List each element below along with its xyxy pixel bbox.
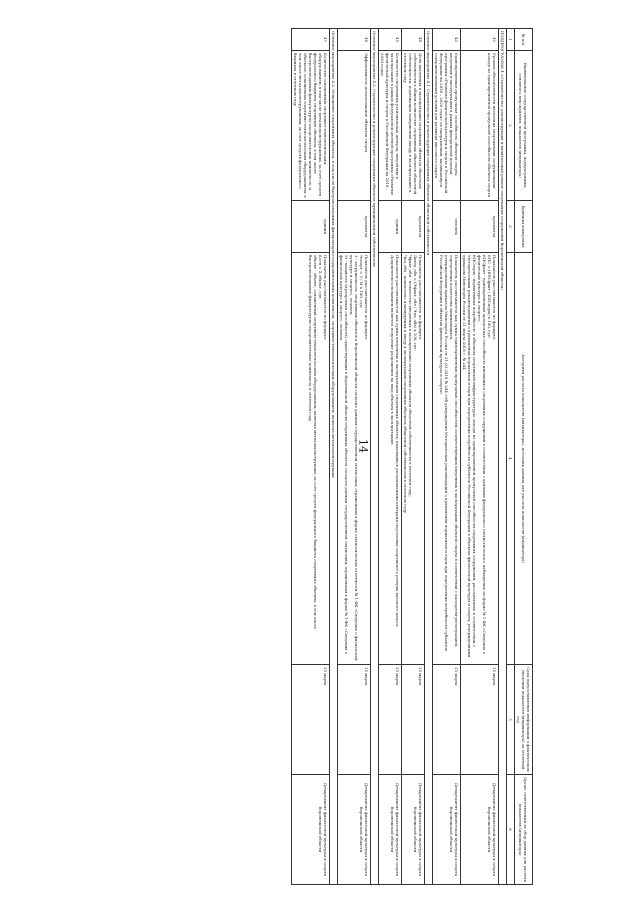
algorithm-line: Косн = Σ объект, где: (318, 255, 323, 300)
section-title: ПОДПРОГРАММА 4 «Строительство, реконструкция и капитальный ремонт спортивных сооружений Воронежской области» (499, 29, 507, 885)
col-number: 5 (507, 665, 515, 775)
table-row-43 (433, 29, 461, 885)
col-number: 1 (507, 29, 515, 51)
col-number: 6 (507, 775, 515, 885)
algorithm-line: Показатель рассчитывается по формуле: (323, 255, 328, 341)
indicators-table (291, 28, 533, 885)
header-no: № п/п (515, 29, 533, 51)
column-number-row (507, 29, 515, 885)
algorithm-line: ЕПС = (ЕПСфакт / ЕПСнорм) х 100, где: (487, 255, 492, 339)
indicator-term: 15 марта (338, 665, 371, 775)
algorithm-line: Чпл_обл - количество планируемых к вводу в эксплуатацию спортивных объектов областной собственности в отчетном году (403, 255, 408, 514)
subsection-title: Основное мероприятие 4.1. Строительство и реконструкция спортивных объектов областной собственности (425, 29, 433, 885)
indicator-name: Уровень обеспеченности населения спортивными сооружениями исходя из единовременной пропускной способности объектов спорта (461, 51, 499, 201)
indicator-responsible: Департамент физической культуры и спорта Воронежской области (292, 775, 330, 885)
algorithm-line: Документом-основанием является получение разрешения на ввод объекта в эксплуатацию (390, 255, 395, 445)
subsection-row (425, 29, 433, 885)
header-algorithm: Алгоритм расчета показателя (индикатора), источник данных для расчета показателя (индикатора) (515, 253, 533, 665)
header-responsible: Орган, ответственный за сбор данных для расчета показателя (индикатора) (515, 775, 533, 885)
algorithm-line: З - загруженность спортивных объектов в Воронежской области согласно данным государственной статистики, отраженным в форме статистической отчетности № 1-ФК «Сведения о физической культуре и спорте», человек; (349, 255, 359, 661)
algorithm-line: Показатель рассчитывается как сумма единовременных пропускных способностей соответствующих введенных в эксплуатацию объектов спорта в соответствии с паспортом-регистрацией, определения количества занимающихся, (449, 255, 459, 648)
indicator-term: 15 марта (379, 665, 402, 775)
header-name: Наименование государственной программы, подпрограммы, основного мероприятия, показателя (индикатора) (515, 51, 533, 201)
indicator-unit: процентов (338, 201, 371, 253)
subsection-title: Основное мероприятие 4.3. Оснащение спортивных объектов, в том числе быстровозводимых физкультурно-оздоровительных комплексов, спортивно-технологическим оборудованием, включая металлоконструкции (330, 29, 338, 885)
indicator-responsible: Департамент физической культуры и спорта Воронежской области (402, 775, 425, 885)
row-number: 42 (461, 29, 499, 51)
indicator-algorithm (379, 253, 402, 665)
row-number: 46 (338, 29, 371, 51)
indicator-name: Единовременная пропускная способность объектов спорта, введенных в эксплуатацию в рамках федеральной целевой программы «Развитие физической культуры и спорта в Российской Федерации на 2016 – 2020 годы» по направлению, касающемуся совершенствования условий для развития массового спорта (433, 51, 461, 201)
indicator-responsible: Департамент физической культуры и спорта Воронежской области (433, 775, 461, 885)
indicator-name: Доля введенных в эксплуатацию спортивных объектов областной собственности в общем количестве спортивных объектов областной собственности, подлежащих завершению (вводу в эксплуатацию) в отчетном году (402, 51, 425, 201)
indicator-algorithm (461, 253, 499, 665)
algorithm-line: Дввод_обл = (Чфакт_обл / Чпл_обл) х 100, где: (413, 255, 418, 351)
indicator-unit: человек (433, 201, 461, 253)
indicator-term: 15 марта (433, 665, 461, 775)
indicator-algorithm (433, 253, 461, 665)
algorithm-line: Эспорт = З / М х 100, где: (359, 255, 364, 309)
header-unit: Единицы измерения (515, 201, 533, 253)
indicator-responsible: Департамент физической культуры и спорта Воронежской области (461, 775, 499, 885)
algorithm-line: Показатель рассчитывается по формуле: (364, 255, 369, 341)
section-row (499, 29, 507, 885)
indicator-responsible: Департамент физической культуры и спорта Воронежской области (379, 775, 402, 885)
col-number: 2 (507, 51, 515, 201)
col-number: 3 (507, 201, 515, 253)
subsection-row (330, 29, 338, 885)
indicator-responsible: Департамент физической культуры и спорта Воронежской области (338, 775, 371, 885)
table-row-45 (379, 29, 402, 885)
page-number: 14 (356, 439, 370, 453)
document-table-area (94, 28, 533, 884)
table-header-row (515, 29, 533, 885)
algorithm-line: Показатель рассчитывается по формуле: (492, 255, 497, 341)
indicator-unit: процентов (461, 201, 499, 253)
algorithm-line: М - мощность (пропускная способность) существующих в Воронежской области спортивных объектов согласно данным государственной статистики, отраженным в форме № 1-ФК «Сведения о физической культуре и спорте», человек (339, 255, 349, 655)
indicator-name: Количество спортивных региональных центров, введенных в эксплуатацию в рамках федеральной целевой программы «Развитие физической культуры и спорта в Российской Федерации на 2016 – 2020 годы» (379, 51, 402, 201)
table-row-47 (292, 29, 330, 885)
subsection-row (371, 29, 379, 885)
col-number: 4 (507, 253, 515, 665)
row-number: 45 (379, 29, 402, 51)
algorithm-line: Показатель рассчитывается как сумма введенных в эксплуатацию спортивных объектов, являющихся региональными центрами подготовки спортивного резерва высокого класса. (395, 255, 400, 628)
indicator-unit: процентов (402, 201, 425, 253)
indicator-name: Количество оснащенных спортивно-технологическим оборудованием, в том числе металлоконструкциями, за счет средств федерального бюджета спортивных объектов, в том числе быстровозводимых физкультурно-оздоровительных комплексов, и объектов, оснащенных спортивно-технологическим оборудованием, в том числе металлоконструкциями, за счет средств федерального бюджета в отчетном году (292, 51, 330, 201)
indicator-term: 15 марта (461, 665, 499, 775)
header-term: Срок предоставления информации о фактическом значении показателя (индикатора) за отчетный год (515, 665, 533, 775)
table-row-46 (338, 29, 371, 885)
table-row-42 (461, 29, 499, 885)
subsection-title: Основное мероприятие 4.2. Строительство и реконструкция спортивных объектов муниципальной собственности (371, 29, 379, 885)
row-number: 43 (433, 29, 461, 51)
algorithm-line: Чфакт_обл - количество введенных в эксплуатацию спортивных объектов областной собственности в отчетном году; (408, 255, 413, 497)
algorithm-line: Показатель рассчитывается по формуле: (418, 255, 423, 341)
row-number: 47 (292, 29, 330, 51)
algorithm-line: ЕПСфакт - единовременная пропускная способность имеющихся спортивных сооружений в соответствии с данными федерального статистического наблюдения по форме № 1-ФК «Сведения о физической культуре и спорте»; (477, 255, 487, 654)
indicator-algorithm (402, 253, 425, 665)
indicator-unit: единиц (379, 201, 402, 253)
algorithm-line: утвержденными приказом Минспорта России от 21.03.2018 № 244 «Об утверждении Методических рекомендаций о применении нормативов и норм при определении потребности субъектов Российской Федерации в объектах физической культуры и спорта» (439, 255, 449, 651)
algorithm-line: объект - объект, оснащенный спортивно-технологическим оборудованием, включая металлоконструкции, за счет средств федерального бюджета спортивные объекты, в том числе быстровозводимые физкультурно-оздоровительные комплексы, в отчетном году (308, 255, 318, 629)
table-row-44 (402, 29, 425, 885)
algorithm-line: ЕПСнорм - нормативная потребность в объектах спортивной инфраструктуры, исходя из единовременной пропускной способности спортивных сооружений, рассчитанная в соответствии с Методическими рекомендациями о применении нормативов и норм при определении потребности субъектов Российской Федерации в объектах физической культуры и спорта, утвержденными приказом Минспорта России от 21 марта 2018 г. № 244 (462, 255, 477, 658)
indicator-name: Эффективность использования объектов спорта (338, 51, 371, 201)
indicator-term: 15 марта (402, 665, 425, 775)
indicator-term: 15 марта (292, 665, 330, 775)
indicator-algorithm (292, 253, 330, 665)
row-number: 44 (402, 29, 425, 51)
indicator-algorithm (338, 253, 371, 665)
indicator-unit: единиц (292, 201, 330, 253)
